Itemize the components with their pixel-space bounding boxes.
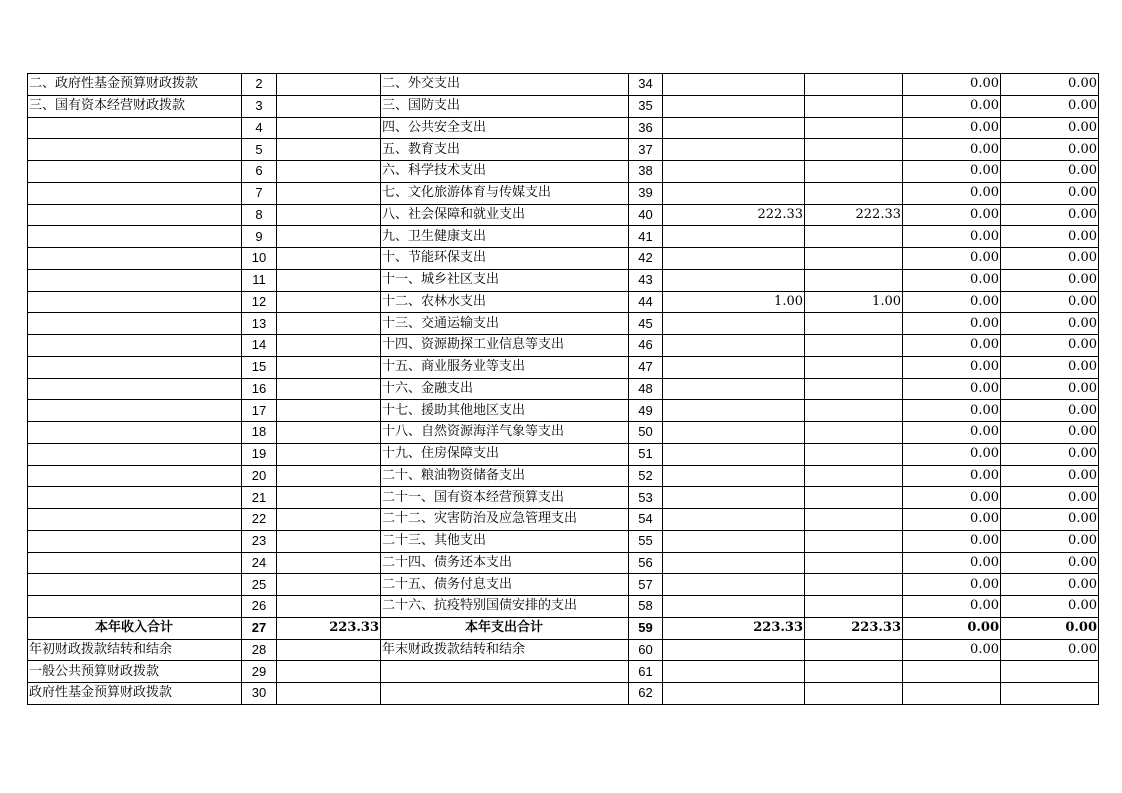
income-amount-cell [277,139,381,161]
income-line-number: 27 [242,617,277,639]
expense-amount-cell: 0.00 [1001,117,1099,139]
expense-amount-cell: 0.00 [1001,226,1099,248]
expense-item-cell: 四、公共安全支出 [381,117,629,139]
income-amount-cell [277,291,381,313]
expense-line-number: 46 [629,335,663,357]
expense-line-number: 49 [629,400,663,422]
expense-amount-cell: 0.00 [1001,139,1099,161]
table-row [28,683,1099,705]
income-amount-cell [277,95,381,117]
income-item-cell [28,422,242,444]
expense-amount-cell [663,465,805,487]
expense-item-cell: 二十三、其他支出 [381,530,629,552]
expense-item-cell: 年末财政拨款结转和结余 [381,639,629,661]
income-amount-cell [277,596,381,618]
expense-amount-cell [805,400,903,422]
expense-item-cell: 本年支出合计 [381,617,629,639]
expense-item-cell: 九、卫生健康支出 [381,226,629,248]
income-line-number: 30 [242,683,277,705]
expense-amount-cell [663,487,805,509]
income-amount-cell [277,530,381,552]
expense-amount-cell: 0.00 [1001,596,1099,618]
expense-line-number: 34 [629,74,663,96]
expense-amount-cell [663,117,805,139]
expense-amount-cell: 0.00 [903,574,1001,596]
expense-amount-cell [903,661,1001,683]
expense-item-cell: 十一、城乡社区支出 [381,269,629,291]
expense-amount-cell [805,683,903,705]
income-amount-cell [277,356,381,378]
expense-amount-cell [663,95,805,117]
expense-amount-cell [805,313,903,335]
expense-amount-cell [663,313,805,335]
expense-amount-cell [805,552,903,574]
expense-amount-cell [663,74,805,96]
expense-amount-cell: 0.00 [1001,182,1099,204]
expense-line-number: 47 [629,356,663,378]
table-row [28,487,1099,509]
income-line-number: 7 [242,182,277,204]
expense-item-cell: 二十五、债务付息支出 [381,574,629,596]
table-row [28,139,1099,161]
expense-item-cell: 三、国防支出 [381,95,629,117]
expense-amount-cell: 0.00 [903,400,1001,422]
table-row [28,356,1099,378]
table-row [28,95,1099,117]
income-line-number: 16 [242,378,277,400]
table-row [28,552,1099,574]
table-row [28,182,1099,204]
table-row [28,248,1099,270]
income-line-number: 26 [242,596,277,618]
expense-amount-cell: 0.00 [903,74,1001,96]
expense-item-cell [381,683,629,705]
expense-item-cell: 十三、交通运输支出 [381,313,629,335]
expense-line-number: 53 [629,487,663,509]
expense-amount-cell [805,74,903,96]
income-item-cell: 年初财政拨款结转和结余 [28,639,242,661]
expense-line-number: 62 [629,683,663,705]
expense-amount-cell: 0.00 [903,639,1001,661]
expense-amount-cell [663,443,805,465]
expense-amount-cell: 1.00 [805,291,903,313]
expense-amount-cell: 0.00 [1001,530,1099,552]
expense-amount-cell: 0.00 [903,422,1001,444]
expense-amount-cell: 0.00 [1001,487,1099,509]
expense-line-number: 35 [629,95,663,117]
expense-amount-cell [663,356,805,378]
expense-amount-cell: 0.00 [1001,378,1099,400]
expense-amount-cell: 0.00 [903,182,1001,204]
income-item-cell [28,248,242,270]
income-amount-cell [277,248,381,270]
income-amount-cell [277,465,381,487]
expense-line-number: 45 [629,313,663,335]
expense-amount-cell: 0.00 [903,139,1001,161]
expense-line-number: 36 [629,117,663,139]
expense-amount-cell [805,161,903,183]
income-line-number: 20 [242,465,277,487]
expense-item-cell: 十、节能环保支出 [381,248,629,270]
income-line-number: 9 [242,226,277,248]
income-item-cell [28,509,242,531]
expense-amount-cell [805,117,903,139]
income-line-number: 4 [242,117,277,139]
income-item-cell [28,356,242,378]
income-line-number: 10 [242,248,277,270]
total-row [28,617,1099,639]
expense-item-cell: 十九、住房保障支出 [381,443,629,465]
expense-amount-cell: 222.33 [663,204,805,226]
table-row [28,639,1099,661]
expense-amount-cell [805,95,903,117]
expense-amount-cell [903,683,1001,705]
income-line-number: 5 [242,139,277,161]
income-line-number: 15 [242,356,277,378]
expense-item-cell: 六、科学技术支出 [381,161,629,183]
expense-line-number: 39 [629,182,663,204]
expense-item-cell: 二十二、灾害防治及应急管理支出 [381,509,629,531]
table-row [28,74,1099,96]
expense-amount-cell [663,226,805,248]
expense-amount-cell: 0.00 [903,552,1001,574]
income-line-number: 28 [242,639,277,661]
income-amount-cell [277,335,381,357]
income-item-cell [28,117,242,139]
expense-amount-cell: 0.00 [1001,204,1099,226]
table-row [28,335,1099,357]
table-row [28,117,1099,139]
expense-amount-cell: 0.00 [1001,248,1099,270]
expense-amount-cell: 0.00 [903,509,1001,531]
expense-amount-cell: 0.00 [1001,574,1099,596]
expense-line-number: 41 [629,226,663,248]
table-row [28,574,1099,596]
expense-amount-cell: 0.00 [1001,291,1099,313]
income-amount-cell [277,400,381,422]
expense-amount-cell: 0.00 [903,204,1001,226]
income-item-cell: 本年收入合计 [28,617,242,639]
income-item-cell: 一般公共预算财政拨款 [28,661,242,683]
expense-amount-cell [663,509,805,531]
income-line-number: 3 [242,95,277,117]
income-line-number: 23 [242,530,277,552]
expense-amount-cell: 0.00 [1001,269,1099,291]
income-item-cell [28,443,242,465]
expense-amount-cell: 0.00 [903,465,1001,487]
expense-amount-cell: 0.00 [903,596,1001,618]
expense-amount-cell: 0.00 [903,443,1001,465]
income-line-number: 25 [242,574,277,596]
income-amount-cell [277,443,381,465]
expense-line-number: 50 [629,422,663,444]
expense-amount-cell [663,422,805,444]
expense-amount-cell: 0.00 [903,313,1001,335]
income-amount-cell [277,182,381,204]
income-item-cell: 三、国有资本经营财政拨款 [28,95,242,117]
income-item-cell [28,291,242,313]
expense-item-cell: 二十六、抗疫特别国债安排的支出 [381,596,629,618]
income-line-number: 18 [242,422,277,444]
income-line-number: 14 [242,335,277,357]
income-amount-cell: 223.33 [277,617,381,639]
expense-amount-cell: 0.00 [1001,335,1099,357]
income-amount-cell [277,378,381,400]
expense-amount-cell [663,161,805,183]
expense-amount-cell [805,422,903,444]
expense-amount-cell: 0.00 [903,617,1001,639]
expense-amount-cell: 0.00 [903,530,1001,552]
expense-item-cell [381,661,629,683]
expense-amount-cell: 0.00 [903,291,1001,313]
income-amount-cell [277,574,381,596]
expense-line-number: 51 [629,443,663,465]
expense-amount-cell: 0.00 [903,269,1001,291]
expense-amount-cell [1001,683,1099,705]
expense-line-number: 55 [629,530,663,552]
expense-line-number: 44 [629,291,663,313]
income-line-number: 11 [242,269,277,291]
expense-amount-cell: 0.00 [1001,161,1099,183]
income-amount-cell [277,269,381,291]
expense-item-cell: 二十四、债务还本支出 [381,552,629,574]
expense-line-number: 60 [629,639,663,661]
expense-amount-cell [805,639,903,661]
income-amount-cell [277,509,381,531]
expense-amount-cell [663,248,805,270]
expense-item-cell: 五、教育支出 [381,139,629,161]
expense-amount-cell: 0.00 [1001,422,1099,444]
expense-item-cell: 十五、商业服务业等支出 [381,356,629,378]
expense-amount-cell [805,226,903,248]
expense-line-number: 61 [629,661,663,683]
expense-amount-cell: 0.00 [1001,465,1099,487]
expense-amount-cell: 0.00 [1001,443,1099,465]
expense-item-cell: 八、社会保障和就业支出 [381,204,629,226]
table-row [28,161,1099,183]
income-line-number: 13 [242,313,277,335]
expense-amount-cell [805,378,903,400]
expense-amount-cell [1001,661,1099,683]
income-item-cell [28,574,242,596]
income-line-number: 19 [242,443,277,465]
income-item-cell [28,530,242,552]
income-amount-cell [277,487,381,509]
expense-item-cell: 二十一、国有资本经营预算支出 [381,487,629,509]
income-amount-cell [277,204,381,226]
expense-amount-cell [663,400,805,422]
expense-item-cell: 十八、自然资源海洋气象等支出 [381,422,629,444]
expense-amount-cell [805,248,903,270]
income-amount-cell [277,313,381,335]
expense-amount-cell: 0.00 [903,117,1001,139]
expense-amount-cell: 0.00 [1001,617,1099,639]
expense-amount-cell [663,639,805,661]
table-row [28,204,1099,226]
income-line-number: 24 [242,552,277,574]
income-item-cell: 政府性基金预算财政拨款 [28,683,242,705]
expense-amount-cell: 0.00 [903,161,1001,183]
income-item-cell [28,139,242,161]
expense-amount-cell [663,661,805,683]
expense-amount-cell: 0.00 [1001,95,1099,117]
expense-amount-cell [805,356,903,378]
table-row [28,596,1099,618]
expense-item-cell: 二十、粮油物资储备支出 [381,465,629,487]
expense-amount-cell [663,596,805,618]
expense-line-number: 52 [629,465,663,487]
expense-amount-cell: 1.00 [663,291,805,313]
table-row [28,443,1099,465]
table-row [28,422,1099,444]
expense-item-cell: 十二、农林水支出 [381,291,629,313]
income-line-number: 29 [242,661,277,683]
expense-amount-cell: 0.00 [903,356,1001,378]
table-row [28,661,1099,683]
expense-line-number: 38 [629,161,663,183]
expense-item-cell: 十七、援助其他地区支出 [381,400,629,422]
income-amount-cell [277,161,381,183]
income-line-number: 8 [242,204,277,226]
income-line-number: 12 [242,291,277,313]
table-row [28,509,1099,531]
expense-amount-cell [663,530,805,552]
table-row [28,269,1099,291]
expense-amount-cell: 0.00 [903,248,1001,270]
expense-amount-cell [663,683,805,705]
income-item-cell [28,487,242,509]
expense-amount-cell: 223.33 [663,617,805,639]
expense-amount-cell: 0.00 [903,226,1001,248]
income-amount-cell [277,661,381,683]
expense-amount-cell [805,443,903,465]
expense-amount-cell [663,574,805,596]
expense-amount-cell [663,269,805,291]
expense-line-number: 42 [629,248,663,270]
expense-item-cell: 十六、金融支出 [381,378,629,400]
expense-amount-cell: 0.00 [1001,639,1099,661]
expense-amount-cell [805,465,903,487]
income-line-number: 22 [242,509,277,531]
expense-amount-cell [805,335,903,357]
expense-amount-cell: 0.00 [1001,74,1099,96]
income-item-cell [28,313,242,335]
income-item-cell [28,226,242,248]
expense-amount-cell: 222.33 [805,204,903,226]
income-amount-cell [277,226,381,248]
income-line-number: 21 [242,487,277,509]
expense-amount-cell: 0.00 [1001,313,1099,335]
expense-amount-cell: 223.33 [805,617,903,639]
expense-item-cell: 二、外交支出 [381,74,629,96]
expense-line-number: 54 [629,509,663,531]
expense-item-cell: 七、文化旅游体育与传媒支出 [381,182,629,204]
expense-line-number: 43 [629,269,663,291]
income-item-cell [28,161,242,183]
expense-line-number: 40 [629,204,663,226]
expense-amount-cell [663,335,805,357]
expense-amount-cell [805,530,903,552]
expense-amount-cell [805,269,903,291]
income-line-number: 2 [242,74,277,96]
income-amount-cell [277,552,381,574]
table-row [28,465,1099,487]
expense-amount-cell: 0.00 [903,378,1001,400]
table-row [28,530,1099,552]
expense-amount-cell: 0.00 [1001,356,1099,378]
income-amount-cell [277,74,381,96]
table-row [28,313,1099,335]
budget-table [27,73,1099,705]
expense-amount-cell [805,509,903,531]
income-line-number: 6 [242,161,277,183]
expense-line-number: 58 [629,596,663,618]
income-item-cell [28,269,242,291]
expense-amount-cell: 0.00 [903,95,1001,117]
table-row [28,400,1099,422]
income-amount-cell [277,422,381,444]
expense-item-cell: 十四、资源勘探工业信息等支出 [381,335,629,357]
expense-line-number: 48 [629,378,663,400]
expense-amount-cell [663,378,805,400]
expense-amount-cell [805,596,903,618]
table-row [28,226,1099,248]
income-item-cell [28,400,242,422]
expense-amount-cell [663,182,805,204]
expense-line-number: 57 [629,574,663,596]
income-line-number: 17 [242,400,277,422]
expense-amount-cell: 0.00 [903,487,1001,509]
table-row [28,378,1099,400]
income-item-cell [28,182,242,204]
expense-amount-cell [663,552,805,574]
expense-amount-cell [805,574,903,596]
budget-table-body [28,74,1099,705]
income-amount-cell [277,683,381,705]
expense-amount-cell [805,661,903,683]
income-item-cell [28,596,242,618]
expense-amount-cell [805,139,903,161]
income-item-cell [28,335,242,357]
expense-line-number: 37 [629,139,663,161]
expense-amount-cell [805,487,903,509]
income-item-cell [28,204,242,226]
income-item-cell: 二、政府性基金预算财政拨款 [28,74,242,96]
income-amount-cell [277,117,381,139]
income-item-cell [28,378,242,400]
expense-amount-cell: 0.00 [903,335,1001,357]
expense-line-number: 59 [629,617,663,639]
expense-amount-cell: 0.00 [1001,509,1099,531]
income-item-cell [28,552,242,574]
table-row [28,291,1099,313]
expense-amount-cell [663,139,805,161]
expense-amount-cell: 0.00 [1001,400,1099,422]
income-amount-cell [277,639,381,661]
expense-amount-cell: 0.00 [1001,552,1099,574]
expense-amount-cell [805,182,903,204]
expense-line-number: 56 [629,552,663,574]
income-item-cell [28,465,242,487]
